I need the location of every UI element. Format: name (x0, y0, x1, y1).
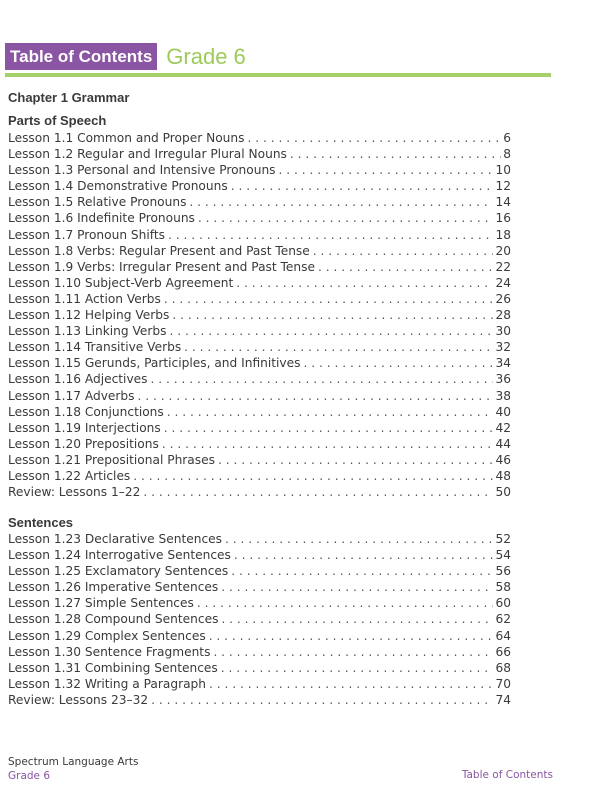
page-header (5, 42, 246, 70)
dot-leader (290, 146, 501, 162)
toc-entry-label: Lesson 1.10 Subject-Verb Agreement (8, 275, 234, 290)
dot-leader (170, 323, 494, 339)
toc-entry-label: Lesson 1.13 Linking Verbs (8, 324, 167, 339)
dot-leader (313, 243, 494, 259)
dot-leader (209, 628, 494, 644)
toc-entry (8, 146, 511, 162)
toc-entry (8, 323, 511, 339)
dot-leader (198, 210, 494, 226)
toc-entry-page-number: 54 (495, 548, 511, 563)
toc-entry-label: Lesson 1.4 Demonstrative Pronouns (8, 179, 228, 194)
dot-leader (197, 595, 494, 611)
toc-entry-page-number: 74 (495, 692, 511, 707)
toc-entry (8, 676, 511, 692)
toc-entry-page-number: 28 (495, 308, 511, 323)
toc-entry-label: Lesson 1.29 Complex Sentences (8, 628, 206, 643)
toc-list-sentences (8, 531, 511, 708)
dot-leader (234, 547, 494, 563)
toc-entry (8, 452, 511, 468)
toc-entry (8, 243, 511, 259)
toc-entry (8, 194, 511, 210)
toc-entry-label: Lesson 1.14 Transitive Verbs (8, 340, 182, 355)
toc-entry (8, 227, 511, 243)
toc-entry-label: Lesson 1.18 Conjunctions (8, 404, 164, 419)
toc-entry-page-number: 60 (495, 596, 511, 611)
dot-leader (151, 692, 493, 708)
toc-entry-page-number: 48 (495, 468, 511, 483)
toc-entry-label: Lesson 1.7 Pronoun Shifts (8, 227, 165, 242)
toc-entry (8, 531, 511, 547)
dot-leader (231, 563, 493, 579)
dot-leader (218, 452, 494, 468)
toc-entry-page-number: 6 (503, 131, 511, 145)
toc-entry-label: Lesson 1.25 Exclamatory Sentences (8, 564, 229, 579)
toc-entry-page-number: 30 (495, 324, 511, 339)
dot-leader (162, 436, 494, 452)
toc-entry (8, 692, 511, 708)
toc-entry (8, 178, 511, 194)
toc-badge: Table of Contents (5, 43, 157, 70)
toc-entry-label: Lesson 1.24 Interrogative Sentences (8, 548, 231, 563)
toc-entry-label: Lesson 1.23 Declarative Sentences (8, 532, 223, 546)
toc-entry-label: Lesson 1.17 Adverbs (8, 388, 135, 403)
toc-entry-label: Lesson 1.2 Regular and Irregular Plural Nouns (8, 147, 287, 162)
toc-entry (8, 339, 511, 355)
toc-entry-page-number: 14 (495, 195, 511, 210)
dot-leader (213, 644, 493, 660)
toc-entry-page-number: 52 (495, 532, 511, 546)
toc-entry (8, 130, 511, 146)
dot-leader (209, 676, 493, 692)
toc-entry (8, 355, 511, 371)
toc-entry-page-number: 40 (495, 404, 511, 419)
toc-entry-label: Lesson 1.27 Simple Sentences (8, 596, 194, 611)
toc-entry (8, 275, 511, 291)
dot-leader (143, 484, 493, 500)
toc-entry (8, 210, 511, 226)
dot-leader (133, 468, 493, 484)
toc-entry (8, 628, 511, 644)
chapter-title: Chapter 1 Grammar (8, 90, 130, 105)
toc-entry-page-number: 36 (495, 372, 511, 387)
toc-entry-label: Lesson 1.20 Prepositions (8, 436, 159, 451)
toc-entry (8, 595, 511, 611)
toc-entry-page-number: 56 (495, 564, 511, 579)
toc-entry-page-number: 18 (495, 227, 511, 242)
toc-entry-page-number: 20 (495, 243, 511, 258)
toc-entry (8, 563, 511, 579)
toc-entry-page-number: 26 (495, 291, 511, 306)
toc-entry (8, 547, 511, 563)
dot-leader (221, 660, 494, 676)
toc-entry-page-number: 8 (503, 147, 511, 162)
toc-entry (8, 611, 511, 627)
toc-entry-label: Lesson 1.1 Common and Proper Nouns (8, 131, 245, 145)
toc-entry (8, 436, 511, 452)
toc-entry-page-number: 68 (495, 660, 511, 675)
toc-entry-page-number: 44 (495, 436, 511, 451)
toc-entry (8, 371, 511, 387)
dot-leader (247, 130, 501, 146)
toc-entry-page-number: 24 (495, 275, 511, 290)
toc-list-parts-of-speech (8, 130, 511, 500)
footer-section-name: Table of Contents (461, 769, 553, 781)
toc-entry-label: Lesson 1.5 Relative Pronouns (8, 195, 187, 210)
section-title-parts-of-speech: Parts of Speech (8, 113, 107, 128)
toc-entry-label: Lesson 1.16 Adjectives (8, 372, 148, 387)
toc-entry-page-number: 12 (495, 179, 511, 194)
dot-leader (225, 531, 493, 547)
dot-leader (172, 307, 493, 323)
toc-entry (8, 259, 511, 275)
footer-left (8, 755, 138, 783)
toc-entry (8, 291, 511, 307)
toc-entry-page-number: 62 (495, 612, 511, 627)
dot-leader (138, 388, 494, 404)
toc-entry-label: Review: Lessons 23–32 (8, 692, 149, 707)
toc-entry-page-number: 42 (495, 420, 511, 435)
toc-entry-label: Lesson 1.31 Combining Sentences (8, 660, 218, 675)
dot-leader (168, 227, 494, 243)
dot-leader (189, 194, 493, 210)
dot-leader (151, 371, 494, 387)
dot-leader (221, 579, 493, 595)
toc-entry-label: Lesson 1.21 Prepositional Phrases (8, 452, 215, 467)
toc-entry-page-number: 46 (495, 452, 511, 467)
toc-entry (8, 484, 511, 500)
toc-entry-label: Review: Lessons 1–22 (8, 485, 141, 500)
grade-heading: Grade 6 (166, 43, 246, 69)
toc-entry (8, 388, 511, 404)
toc-entry-page-number: 22 (495, 259, 511, 274)
toc-entry-page-number: 38 (495, 388, 511, 403)
toc-entry-page-number: 32 (495, 340, 511, 355)
toc-entry-page-number: 58 (495, 580, 511, 595)
toc-entry-label: Lesson 1.28 Compound Sentences (8, 612, 219, 627)
toc-entry (8, 162, 511, 178)
dot-leader (318, 259, 493, 275)
footer-book-title: Spectrum Language Arts (8, 756, 139, 768)
dot-leader (231, 178, 494, 194)
toc-entry (8, 579, 511, 595)
toc-entry-label: Lesson 1.32 Writing a Paragraph (8, 676, 207, 691)
toc-entry-page-number: 10 (495, 163, 511, 178)
toc-entry-page-number: 34 (495, 356, 511, 371)
dot-leader (184, 339, 493, 355)
dot-leader (164, 420, 494, 436)
toc-entry-page-number: 70 (495, 676, 511, 691)
footer-grade: Grade 6 (8, 770, 51, 782)
dot-leader (303, 355, 493, 371)
toc-entry (8, 307, 511, 323)
toc-entry-page-number: 66 (495, 644, 511, 659)
toc-entry-label: Lesson 1.19 Interjections (8, 420, 161, 435)
toc-entry-label: Lesson 1.22 Articles (8, 468, 131, 483)
toc-entry-label: Lesson 1.12 Helping Verbs (8, 308, 170, 323)
toc-entry-label: Lesson 1.26 Imperative Sentences (8, 580, 219, 595)
toc-entry-label: Lesson 1.3 Personal and Intensive Pronouns (8, 163, 276, 178)
toc-entry-label: Lesson 1.11 Action Verbs (8, 291, 161, 306)
dot-leader (164, 291, 494, 307)
toc-entry-label: Lesson 1.9 Verbs: Irregular Present and Past Tense (8, 259, 315, 274)
toc-entry (8, 404, 511, 420)
toc-entry-label: Lesson 1.30 Sentence Fragments (8, 644, 211, 659)
toc-entry-label: Lesson 1.15 Gerunds, Participles, and Infinitives (8, 356, 301, 371)
toc-entry-page-number: 64 (495, 628, 511, 643)
toc-entry (8, 660, 511, 676)
toc-entry-page-number: 50 (495, 485, 511, 500)
toc-entry (8, 468, 511, 484)
toc-entry-label: Lesson 1.6 Indefinite Pronouns (8, 211, 195, 226)
toc-entry (8, 644, 511, 660)
toc-entry (8, 420, 511, 436)
dot-leader (167, 404, 494, 420)
toc-entry-page-number: 16 (495, 211, 511, 226)
toc-entry-label: Lesson 1.8 Verbs: Regular Present and Past Tense (8, 243, 310, 258)
section-title-sentences: Sentences (8, 515, 74, 530)
dot-leader (221, 611, 493, 627)
dot-leader (279, 162, 494, 178)
header-rule (5, 73, 551, 77)
dot-leader (236, 275, 493, 291)
